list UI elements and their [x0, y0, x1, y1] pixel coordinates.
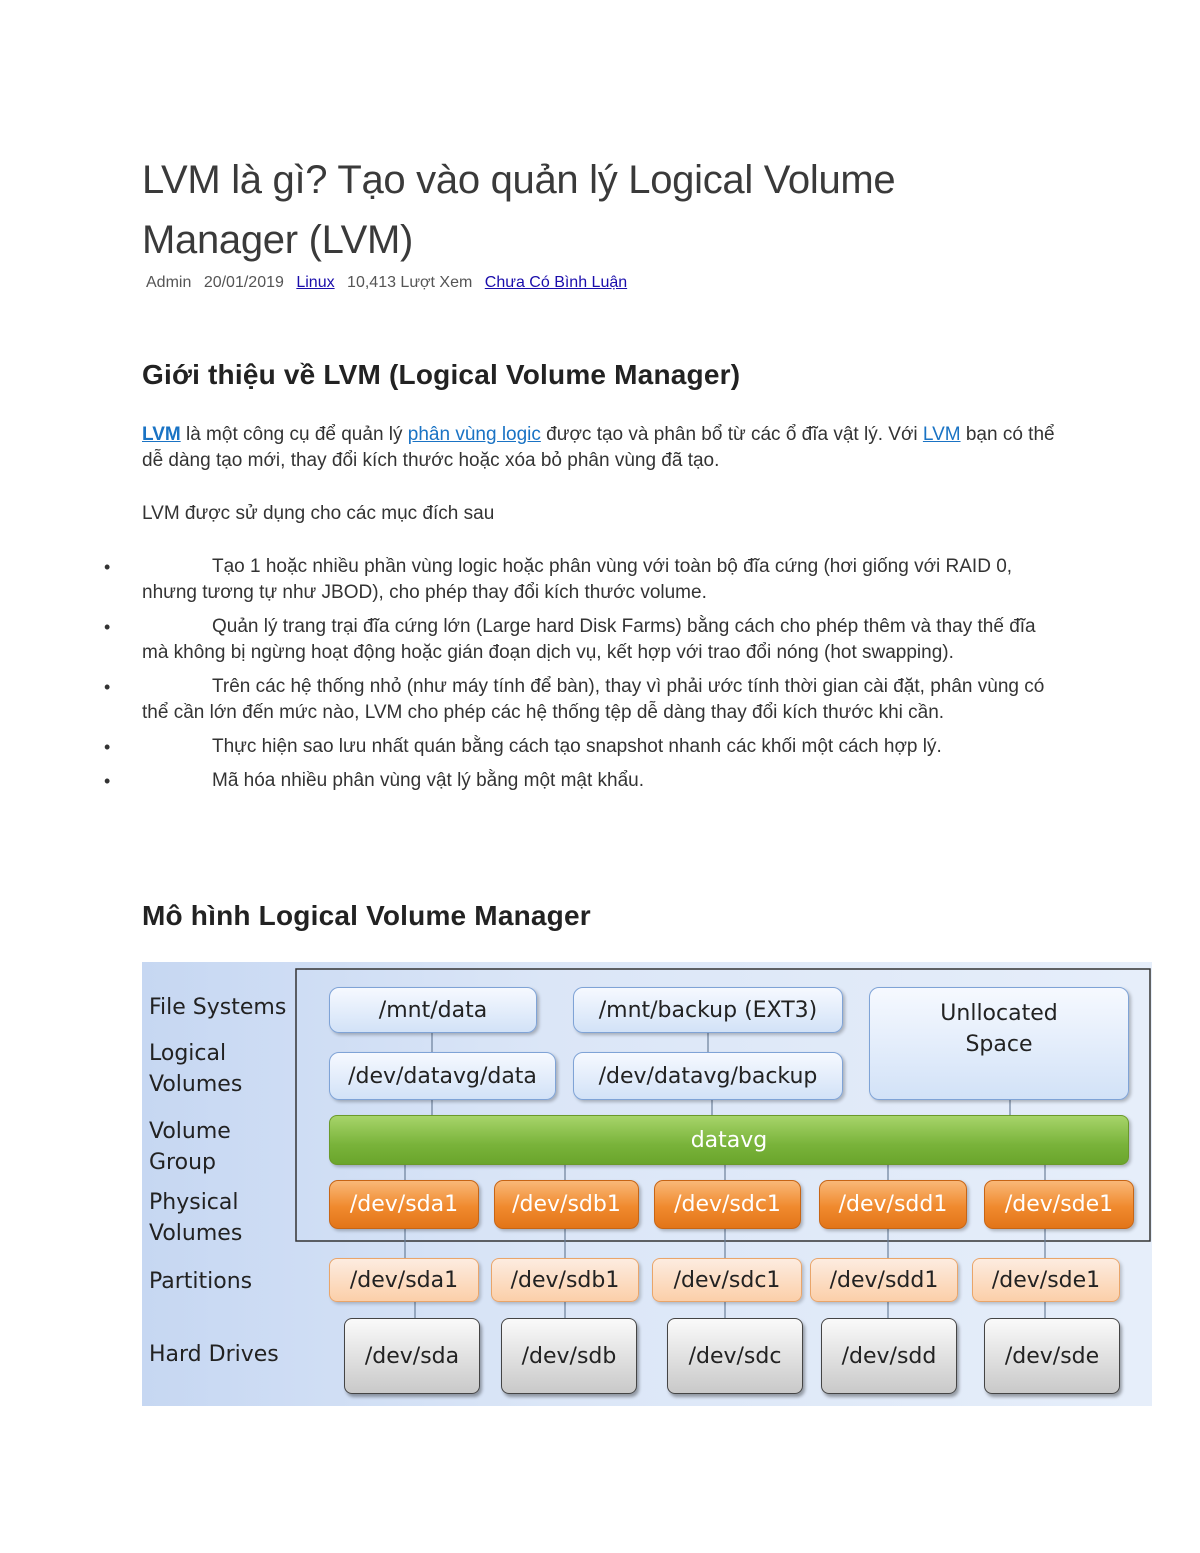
intro-text-1: là một công cụ để quản lý — [180, 424, 408, 445]
logical-partition-link[interactable]: phân vùng logic — [407, 424, 541, 445]
list-item: • Tạo 1 hoặc nhiều phần vùng logic hoặc phân vùng với toàn bộ đĩa cứng (hơi giống với RAID 0, nhưng tương tự như JBOD), cho phép thay đổi kích thước volume. — [104, 556, 1013, 603]
bullet-icon: • — [104, 617, 111, 637]
label-hard-drives: Hard Drives — [149, 1342, 279, 1367]
label-volume: Volume — [149, 1119, 231, 1144]
fs-box: /mnt/backup (EXT3) — [573, 987, 843, 1033]
volume-group-bar: datavg — [329, 1115, 1129, 1165]
pv-box: /dev/sde1 — [984, 1180, 1134, 1229]
label-volumes: Volumes — [149, 1072, 243, 1097]
partition-box: /dev/sdd1 — [810, 1258, 958, 1302]
hard-drive-box: /dev/sdc — [667, 1318, 803, 1394]
lvm-link[interactable]: LVM — [142, 424, 181, 445]
meta-category-link[interactable]: Linux — [296, 274, 335, 291]
intro-heading: Giới thiệu về LVM (Logical Volume Manager) — [142, 359, 741, 390]
label-file-systems: File Systems — [149, 995, 287, 1020]
list-item: • Thực hiện sao lưu nhất quán bằng cách tạo snapshot nhanh các khối một cách hợp lý. — [0, 734, 1062, 760]
purposes-list — [0, 554, 1100, 794]
intro-text-3: bạn có thể dễ dàng tạo mới, thay đổi kích thước hoặc xóa bỏ phân vùng đã tạo. — [142, 424, 1055, 471]
pv-box: /dev/sdb1 — [494, 1180, 639, 1229]
bullet-icon: • — [104, 771, 111, 791]
list-item: • Trên các hệ thống nhỏ (như máy tính để bàn), thay vì phải ước tính thời gian cài đặt, phân vùng có thể cần lớn đến mức nào, LVM cho phép các hệ thống tệp dễ dàng thay đổi kích thước khi cần. — [104, 676, 1045, 723]
label-partitions: Partitions — [149, 1269, 253, 1294]
hard-drive-box: /dev/sdd — [821, 1318, 957, 1394]
bullet-icon: • — [104, 677, 111, 697]
meta-comments-link[interactable]: Chưa Có Bình Luận — [484, 274, 628, 291]
hard-drive-box: /dev/sde — [984, 1318, 1120, 1394]
partition-box: /dev/sdb1 — [491, 1258, 639, 1302]
fs-box: /mnt/data — [329, 987, 537, 1033]
model-heading: Mô hình Logical Volume Manager — [142, 900, 591, 931]
meta-views: 10,413 Lượt Xem — [347, 274, 473, 291]
list-item: • Quản lý trang trại đĩa cứng lớn (Large hard Disk Farms) bằng cách cho phép thêm và thay thế đĩa mà không bị ngừng hoạt động hoặc gián đoạn dịch vụ, kết hợp với trao đổi nóng (hot swapping). — [104, 616, 1036, 663]
hard-drive-box: /dev/sdb — [501, 1318, 637, 1394]
hard-drive-box: /dev/sda — [344, 1318, 480, 1394]
article-meta — [146, 274, 635, 292]
pv-box: /dev/sdc1 — [654, 1180, 801, 1229]
meta-date: 20/01/2019 — [203, 274, 284, 291]
label-physical: Physical — [149, 1190, 239, 1215]
partition-box: /dev/sde1 — [972, 1258, 1120, 1302]
lvm-link-2[interactable]: LVM — [922, 424, 961, 445]
lv-box: /dev/datavg/backup — [573, 1052, 843, 1100]
partition-box: /dev/sdc1 — [652, 1258, 802, 1302]
pv-box: /dev/sda1 — [329, 1180, 479, 1229]
meta-author: Admin — [146, 274, 192, 291]
intro-paragraph — [142, 422, 1062, 474]
lv-box: /dev/datavg/data — [329, 1052, 556, 1100]
bullet-icon: • — [104, 557, 111, 577]
partition-box: /dev/sda1 — [329, 1258, 479, 1302]
bullet-icon: • — [104, 737, 111, 757]
label-physical-volumes: Volumes — [149, 1221, 243, 1246]
unallocated-space-box: Unllocated Space — [869, 987, 1129, 1100]
lvm-diagram — [142, 962, 1152, 1406]
list-item: • Mã hóa nhiều phân vùng vật lý bằng một mật khẩu. — [0, 768, 1062, 794]
article-title: LVM là gì? Tạo vào quản lý Logical Volume Manager (LVM) — [142, 158, 896, 262]
label-logical: Logical — [149, 1041, 227, 1066]
label-group: Group — [149, 1150, 216, 1175]
intro-text-2: được tạo và phân bổ từ các ổ đĩa vật lý. Với — [540, 424, 923, 445]
purposes-intro: LVM được sử dụng cho các mục đích sau — [142, 503, 495, 524]
pv-box: /dev/sdd1 — [819, 1180, 967, 1229]
